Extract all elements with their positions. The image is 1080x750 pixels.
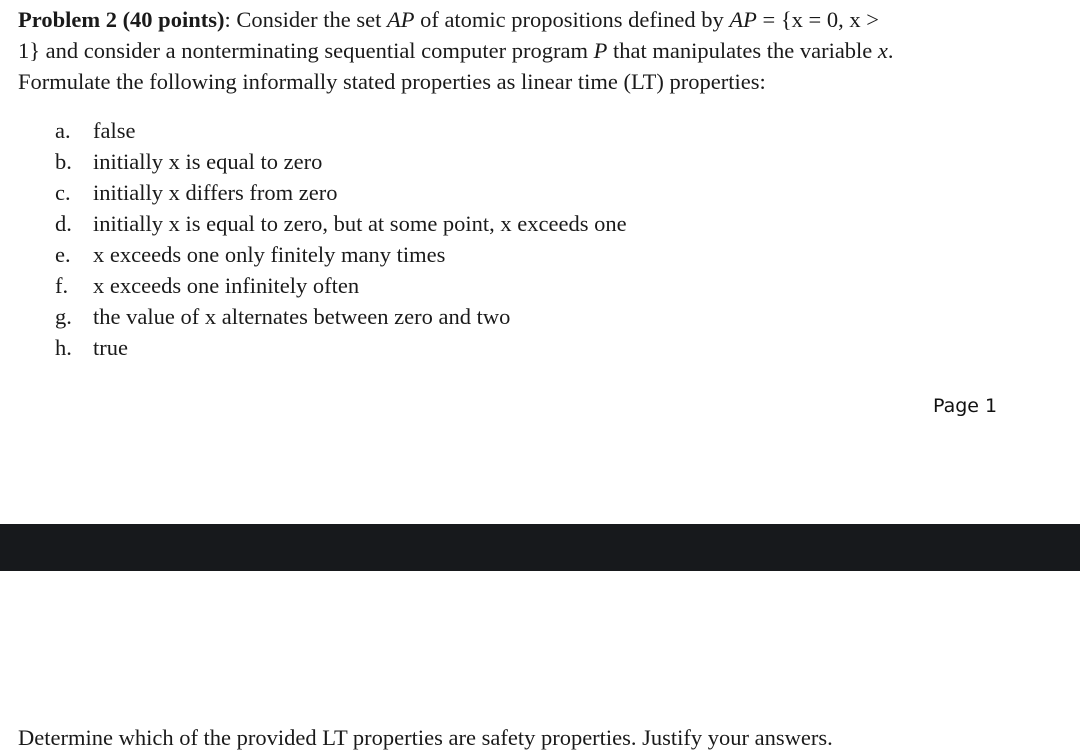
variable-ap: AP (386, 7, 415, 32)
question-text: Determine which of the provided LT properties are safety properties. Justify your answers. (18, 725, 833, 750)
variable-x: x (877, 38, 888, 63)
list-marker: h. (55, 335, 72, 360)
problem-line-2 (18, 35, 1048, 66)
problem-text: : Consider the set (224, 7, 387, 32)
list-marker: f. (55, 273, 69, 298)
list-item-text: x exceeds one infinitely often (93, 273, 360, 298)
page-break-divider (0, 524, 1080, 571)
problem-text: of atomic propositions defined by (414, 7, 730, 32)
problem-text: . (887, 38, 894, 63)
list-marker: g. (55, 304, 72, 329)
problem-statement (18, 4, 1048, 97)
list-item-text: true (93, 335, 128, 360)
variable-ap: AP (729, 7, 757, 32)
page-number: Page 1 (933, 395, 998, 417)
list-marker: c. (55, 180, 71, 205)
list-item-text: the value of x alternates between zero and two (93, 304, 511, 329)
list-item-text: initially x differs from zero (93, 180, 338, 205)
list-item-text: false (93, 118, 136, 143)
list-marker: e. (55, 242, 71, 267)
problem-text: = {x = 0, x > (756, 7, 879, 32)
variable-p: P (593, 38, 608, 63)
list-item-text: initially x is equal to zero (93, 149, 323, 174)
list-item-text: initially x is equal to zero, but at some point, x exceeds one (93, 211, 627, 236)
list-marker: d. (55, 211, 72, 236)
problem-text: that manipulates the variable (607, 38, 878, 63)
list-marker: a. (55, 118, 71, 143)
problem-line-3: Formulate the following informally stated properties as linear time (LT) properties: (18, 69, 766, 94)
problem-heading: Problem 2 (40 points) (18, 7, 225, 32)
problem-text: 1} and consider a nonterminating sequential computer program (18, 38, 594, 63)
list-item-text: x exceeds one only finitely many times (93, 242, 446, 267)
list-marker: b. (55, 149, 72, 174)
problem-line-1 (18, 4, 1048, 35)
